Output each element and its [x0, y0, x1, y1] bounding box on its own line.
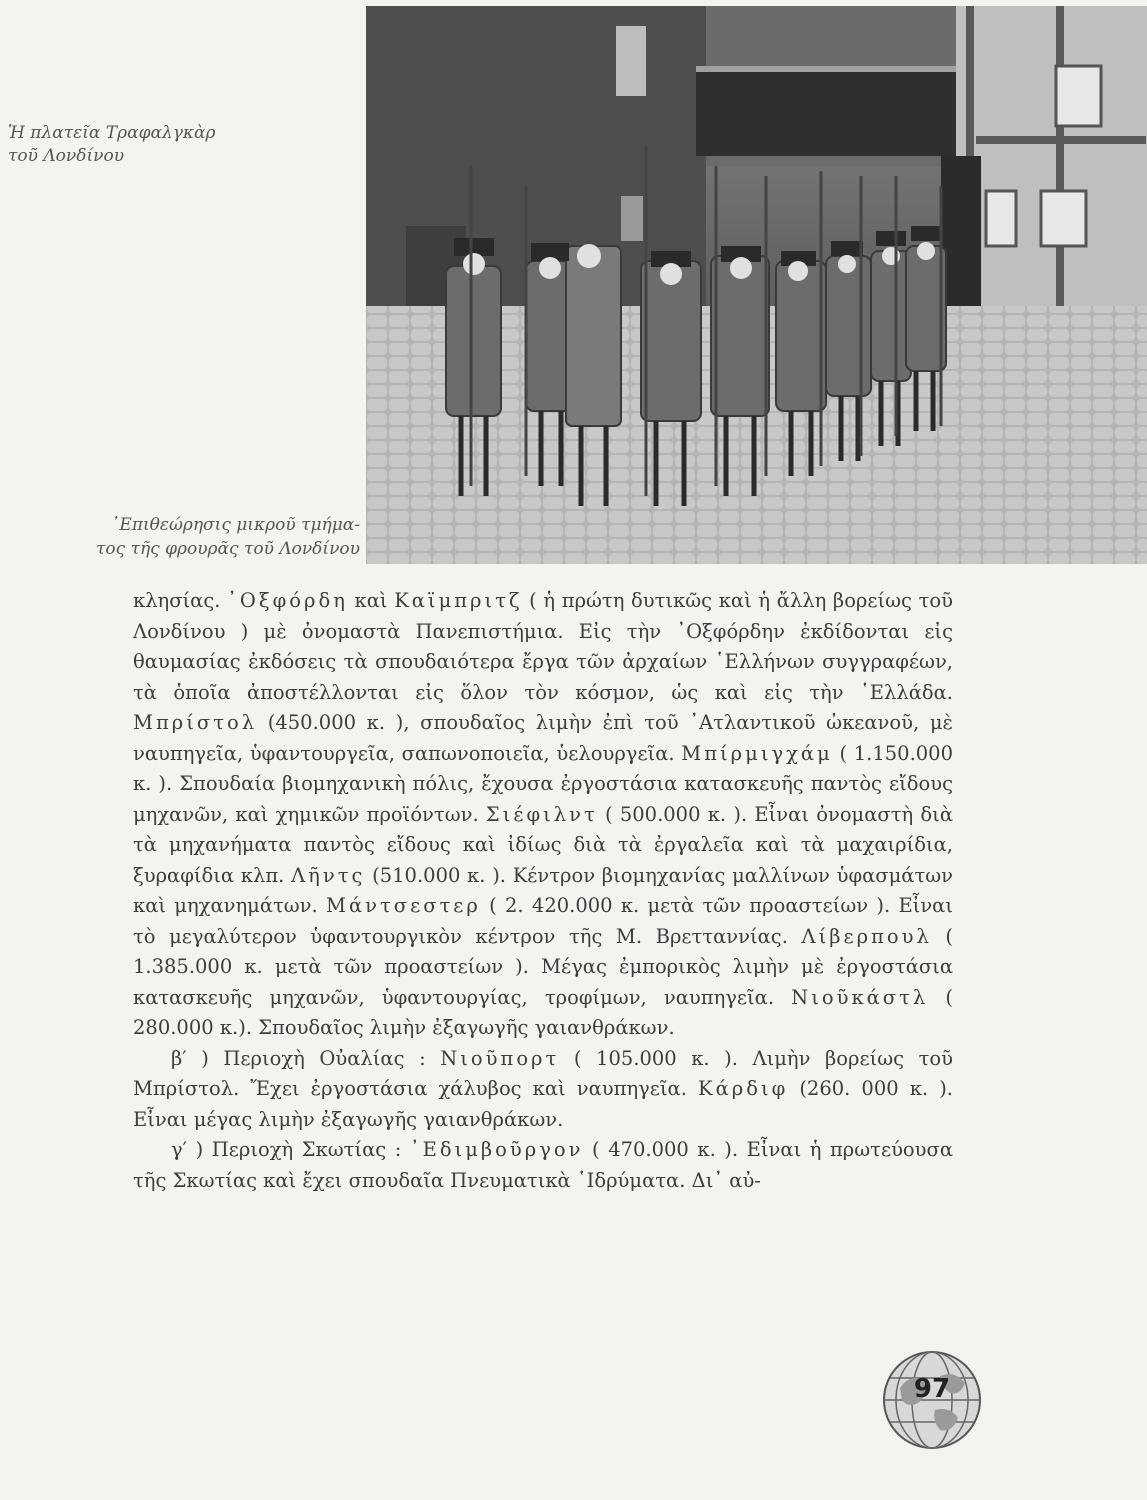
city-name: Λίβερπουλ [801, 924, 932, 948]
caption-line: ᾿Επιθεώρησις μικροῦ τμήμα- [110, 515, 360, 535]
city-name: Μπρίστολ [133, 711, 258, 734]
main-text [133, 586, 953, 1196]
city-name: Σιέφιλντ [485, 802, 598, 826]
city-name: Μάντσεστερ [326, 894, 481, 917]
paragraph-england-cities: κλησίας. ᾿Οξφόρδη καὶ Καϊμπριτζ ( ἡ πρώτη δυτικῶς καὶ ἡ ἄλλη βορείως τοῦ Λονδίνου ) μὲ ὀνομαστὰ Πανεπιστήμια. Εἰς τὴν ᾿Οξφόρδην ἐκδίδονται εἰς θαυμασίας ἐκδόσεις τὰ σπουδαιότερα ἔργα τῶν ἀρχαίων ῾Ελλήνων συγγραφέων, τὰ ὁποῖα ἀποστέλλονται εἰς ὅλον τὸν κόσμον, ὡς καὶ εἰς τὴν ῾Ελλάδα. Μπρίστολ (450.000 κ. ), σπουδαῖος λιμὴν ἐπὶ τοῦ ᾿Ατλαντικοῦ ὠκεανοῦ, μὲ ναυπηγεῖα, ὑφαντουργεῖα, σαπωνοποιεῖα, ὑελουργεῖα. Μπίρμιγχάμ ( 1.150.000 κ. ). Σπουδαία βιομηχανικὴ πόλις, ἔχουσα ἐργοστάσια κατασκευῆς παντὸς εἴδους μηχανῶν, καὶ χημικῶν προϊόντων. Σιέφιλντ ( 500.000 κ. ). Εἶναι ὀνομαστὴ διὰ τὰ μηχανήματα παντὸς εἴδους καὶ ἰδίως διὰ τὰ ἐργαλεῖα καὶ τὰ μαχαιρίδια, ξυραφίδια κλπ. Λῆντς (510.000 κ. ). Κέντρον βιομηχανίας μαλλίνων ὑφασμάτων καὶ μηχανημάτων. Μάντσεστερ ( 2. 420.000 κ. μετὰ τῶν προαστείων ). Εἶναι τὸ μεγαλύτερον ὑφαντουργικὸν κέντρον τῆς Μ. Βρετταννίας. Λίβερπουλ ( 1.385.000 κ. μετὰ τῶν προαστείων ). Μέγας ἐμπορικὸς λιμὴν μὲ ἐργοστάσια κατασκευῆς μηχανῶν, ὑφαντουργίας, τροφίμων, ναυπηγεῖα. Νιοῦκάστλ ( 280.000 κ.). Σπουδαῖος λιμὴν ἐξαγωγῆς γαιανθράκων. [133, 589, 953, 1039]
guard-inspection-photo [366, 6, 1147, 564]
figure-caption-guard [40, 513, 360, 561]
caption-line: Ἡ πλατεῖα Τραφαλγκὰρ [8, 123, 216, 143]
city-name: Κάρδιφ [698, 1077, 789, 1100]
paragraph-wales: β′ ) Περιοχὴ Οὐαλίας : Νιοῦπορτ ( 105.000 κ. ). Λιμὴν βορείως τοῦ Μπρίστολ. Ἔχει ἐργοστάσια χάλυβος καὶ ναυπηγεῖα. Κάρδιφ (260. 000 κ. ). Εἶναι μέγας λιμὴν ἐξαγωγῆς γαιανθράκων. [133, 1046, 954, 1131]
city-name: ᾿Οξφόρδη [227, 589, 348, 612]
figure-caption-trafalgar [8, 122, 308, 168]
city-name: Λῆντς [291, 863, 366, 887]
city-name: Μπίρμιγχάμ [681, 741, 833, 765]
city-name: Καϊμπριτζ [394, 589, 523, 612]
city-name: Νιοῦκάστλ [791, 985, 929, 1009]
page-number: 97 [913, 1374, 951, 1404]
caption-line: τος τῆς φρουρᾶς τοῦ Λονδίνου [96, 539, 360, 559]
caption-line: τοῦ Λονδίνου [8, 146, 125, 166]
city-name: ᾿Εδιμβοῦργον [409, 1138, 584, 1161]
city-name: Νιοῦπορτ [440, 1046, 560, 1070]
paragraph-scotland: γ′ ) Περιοχὴ Σκωτίας : ᾿Εδιμβοῦργον ( 470.000 κ. ). Εἶναι ἡ πρωτεύουσα τῆς Σκωτίας καὶ ἔχει σπουδαῖα Πνευματικὰ ῾Ιδρύματα. Δι᾿ αὐ- [133, 1138, 953, 1192]
